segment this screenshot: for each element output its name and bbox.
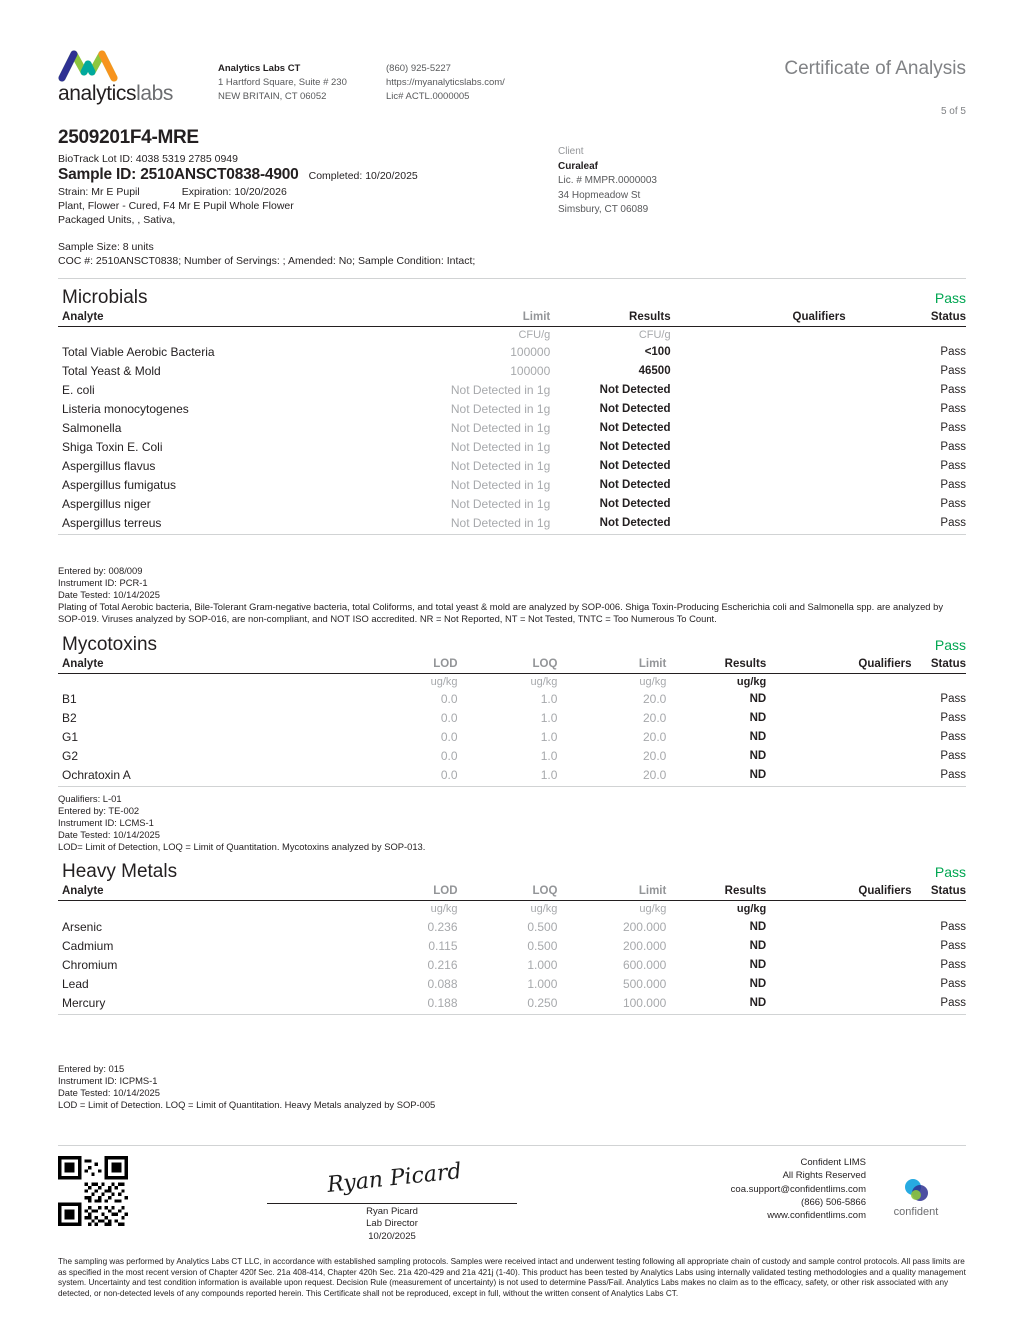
col-header-qualifiers: Qualifiers (766, 883, 911, 901)
instrument-id: Instrument ID: LCMS-1 (58, 817, 154, 829)
signature-block (128, 1156, 656, 1243)
unit-lod: ug/kg (430, 675, 458, 688)
qualifiers-note: Qualifiers: L-01 (58, 793, 122, 805)
lod-value: 0.0 (358, 766, 458, 787)
lod-value: 0.0 (440, 692, 458, 707)
signer-name: Ryan Picard (366, 1205, 418, 1217)
col-header-status: Status (911, 883, 966, 901)
col-header-analyte: Analyte (58, 883, 358, 901)
entered-by: Entered by: 015 (58, 1062, 125, 1074)
col-header-status: Status (911, 656, 966, 674)
table-row (58, 362, 966, 381)
mycotoxins-notes (58, 793, 966, 853)
limit-value: 100000 (510, 364, 551, 379)
microbials-notes (58, 565, 966, 625)
microbials-status-badge: Pass (934, 289, 966, 306)
coa-title-block (606, 48, 966, 117)
analyte-name: Shiga Toxin E. Coli (62, 440, 163, 455)
analyte-name: Mercury (58, 993, 358, 1014)
table-row (58, 955, 966, 974)
logo-word-analytics: analytics (58, 82, 137, 105)
lims-email[interactable]: coa.support@confidentlims.com (730, 1183, 866, 1195)
qualifier-value (671, 457, 846, 476)
qualifier-value (766, 993, 911, 1014)
qualifier-value (671, 362, 846, 381)
result-value: ND (666, 766, 766, 787)
status-value: Pass (940, 479, 966, 492)
analyte-name: G2 (62, 749, 79, 764)
lab-address-line1: 1 Hartford Square, Suite # 230 (218, 76, 347, 88)
coc-line: COC #: 2510ANSCT0838; Number of Servings: ; Amended: No; Sample Condition: Intact; (58, 254, 476, 267)
status-value: Pass (940, 731, 966, 744)
section-microbials (58, 287, 966, 626)
table-row (58, 728, 966, 747)
table-row (58, 709, 966, 728)
qualifier-value (766, 955, 911, 974)
client-address-line2: Simsbury, CT 06089 (558, 204, 649, 215)
limit-value: Not Detected in 1g (450, 497, 551, 512)
sample-size: Sample Size: 8 units (58, 240, 154, 253)
units-row (58, 901, 966, 918)
entered-by: Entered by: 008/009 (58, 565, 143, 577)
mycotoxins-status-badge: Pass (934, 636, 966, 653)
limit-value: 200.000 (622, 919, 667, 934)
status-value: Pass (940, 384, 966, 397)
section-mycotoxins (58, 634, 966, 854)
table-row (58, 993, 966, 1014)
loq-value: 1.0 (540, 692, 558, 707)
table-row (58, 419, 966, 438)
client-label: Client (558, 146, 584, 157)
signer-title: Lab Director (366, 1218, 418, 1230)
analyte-name: Chromium (62, 957, 118, 972)
table-row (58, 690, 966, 709)
analyte-name: B2 (62, 711, 77, 726)
table-row (58, 457, 966, 476)
limit-value: 600.000 (622, 957, 667, 972)
lims-name: Confident LIMS (800, 1156, 866, 1168)
result-value: <100 (644, 346, 671, 359)
client-license: Lic. # MMPR.0000003 (558, 175, 657, 186)
client-name: Curaleaf (558, 160, 599, 172)
col-header-results: Results (666, 883, 766, 901)
qualifier-value (766, 747, 911, 766)
qualifier-value (766, 766, 911, 787)
result-value: ND (749, 731, 767, 744)
microbials-title: Microbials (62, 286, 148, 308)
document-header (58, 0, 966, 117)
qualifier-value (766, 974, 911, 993)
analyte-name: Total Viable Aerobic Bacteria (62, 345, 215, 360)
limit-value: 20.0 (642, 730, 667, 745)
loq-value: 1.000 (527, 976, 558, 991)
analyte-name: Lead (62, 976, 89, 991)
qualifier-value (766, 917, 911, 936)
limit-value: 20.0 (642, 692, 667, 707)
col-header-lod: LOD (358, 656, 458, 674)
status-value: Pass (940, 403, 966, 416)
section-heavy-metals (58, 861, 966, 1111)
analytics-labs-logo-icon (58, 48, 218, 82)
lod-value: 0.115 (428, 938, 458, 953)
lims-website[interactable]: www.confidentlims.com (767, 1210, 866, 1222)
loq-value: 1.000 (527, 957, 558, 972)
lod-value: 0.188 (358, 993, 458, 1014)
sample-id: Sample ID: 2510ANSCT0838-4900 (58, 166, 299, 183)
loq-value: 1.0 (540, 749, 558, 764)
sample-title: 2509201F4-MRE (58, 127, 199, 148)
page-number: 5 of 5 (940, 106, 966, 117)
result-value: Not Detected (599, 479, 671, 492)
analyte-name: G1 (62, 730, 79, 745)
heavy-metals-status-badge: Pass (934, 864, 966, 881)
loq-value: 1.0 (540, 711, 558, 726)
qualifier-value (671, 381, 846, 400)
client-block (558, 145, 657, 218)
qualifier-value (671, 476, 846, 495)
col-header-limit: Limit (419, 309, 550, 327)
result-value: ND (749, 958, 767, 971)
sample-summary (58, 127, 966, 268)
qualifier-value (766, 709, 911, 728)
col-header-lod: LOD (358, 883, 458, 901)
method-note: LOD= Limit of Detection, LOQ = Limit of Quantitation. Mycotoxins analyzed by SOP-013. (58, 841, 426, 853)
table-row (58, 438, 966, 457)
status-value: Pass (846, 514, 966, 535)
limit-value: 20.0 (642, 749, 667, 764)
units-row (58, 326, 966, 343)
lod-value: 0.0 (440, 711, 458, 726)
qualifier-value (766, 690, 911, 709)
result-value: ND (749, 920, 767, 933)
status-value: Pass (940, 365, 966, 378)
qualifier-value (766, 936, 911, 955)
result-value: ND (749, 712, 767, 725)
legal-disclaimer: The sampling was performed by Analytics Labs CT LLC, in accordance with established sampling protocols. Samples were received intact and underwent testing following all appropriate chain of custody and sample control protocols. All pass limits are as specified in the most recent version of Chapter 420f Sec. 21a 408-414, Chapter 420h Sec. 21a 420-429 and 21a 421j (1-40). This product has been tested by Analytics Labs using internally validated testing methodologies and a quality management system. Uncertainty and test condition information is available upon request. Decision Rule (measurement of uncertainty) is not used to determine Pass/Fail. Analytics Labs makes no claim as to the efficacy, safety, or other risk associated with any detected, or non-detected levels of any compounds reported herein. This Certificate shall not be reproduced, except in full, without the written consent of Analytics Labs CT. (58, 1257, 966, 1298)
lims-rights: All Rights Reserved (782, 1170, 866, 1182)
status-value: Pass (911, 993, 966, 1014)
table-row (58, 514, 966, 535)
col-header-loq: LOQ (458, 656, 558, 674)
logo-word-labs: labs (136, 82, 174, 105)
status-value: Pass (940, 939, 966, 952)
confident-mark-icon (903, 1178, 929, 1204)
microbials-table (58, 309, 966, 536)
lod-value: 0.236 (427, 919, 458, 934)
limit-value: 100.000 (557, 993, 666, 1014)
unit-limit: CFU/g (518, 328, 551, 341)
unit-loq: ug/kg (530, 675, 558, 688)
lims-phone: (866) 506-5866 (801, 1196, 866, 1208)
logo-wordmark (58, 82, 218, 106)
confident-logo (866, 1156, 966, 1218)
entered-by: Entered by: TE-002 (58, 805, 140, 817)
status-value: Pass (940, 977, 966, 990)
page-title: Certificate of Analysis (784, 58, 966, 79)
completed-date: Completed: 10/20/2025 (308, 170, 418, 182)
limit-value: Not Detected in 1g (450, 478, 551, 493)
loq-value: 1.0 (540, 730, 558, 745)
lab-name: Analytics Labs CT (218, 63, 301, 74)
result-value: Not Detected (599, 384, 671, 397)
unit-lod: ug/kg (430, 903, 458, 916)
analyte-name: Aspergillus terreus (58, 514, 419, 535)
col-header-qualifiers: Qualifiers (671, 309, 846, 327)
status-value: Pass (940, 441, 966, 454)
date-tested: Date Tested: 10/14/2025 (58, 589, 160, 601)
unit-results: ug/kg (736, 903, 767, 916)
lab-info (218, 48, 386, 103)
document-footer (58, 1145, 966, 1299)
lod-value: 0.088 (427, 976, 458, 991)
col-header-limit: Limit (557, 656, 666, 674)
result-value: 46500 (638, 365, 671, 378)
divider (58, 278, 966, 279)
method-note: LOD = Limit of Detection. LOQ = Limit of Quantitation. Heavy Metals analyzed by SOP-005 (58, 1098, 436, 1110)
col-header-status: Status (846, 309, 966, 327)
unit-limit: ug/kg (639, 675, 667, 688)
analyte-name: Cadmium (62, 938, 114, 953)
result-value: ND (749, 977, 767, 990)
lab-license: Lic# ACTL.0000005 (386, 90, 470, 102)
limit-value: Not Detected in 1g (450, 402, 551, 417)
qualifier-value (671, 419, 846, 438)
heavy-metals-notes (58, 1063, 966, 1111)
result-value: Not Detected (599, 498, 671, 511)
table-row (58, 343, 966, 362)
result-value: Not Detected (599, 441, 671, 454)
lod-value: 0.0 (440, 730, 458, 745)
date-tested: Date Tested: 10/14/2025 (58, 1086, 160, 1098)
loq-value: 1.0 (458, 766, 558, 787)
analyte-name: B1 (62, 692, 77, 707)
result-value: ND (749, 750, 767, 763)
limit-value: 200.000 (622, 938, 667, 953)
mycotoxins-table (58, 656, 966, 788)
lab-website[interactable]: https://myanalyticslabs.com/ (386, 76, 505, 88)
qr-code[interactable] (58, 1156, 128, 1226)
status-value: Pass (940, 958, 966, 971)
result-value: Not Detected (599, 460, 671, 473)
result-value: Not Detected (550, 514, 670, 535)
lims-info (656, 1156, 866, 1222)
analyte-name: Aspergillus fumigatus (62, 478, 177, 493)
limit-value: Not Detected in 1g (450, 459, 551, 474)
signer-date: 10/20/2025 (368, 1230, 416, 1242)
status-value: Pass (940, 422, 966, 435)
status-value: Pass (940, 693, 966, 706)
table-row (58, 766, 966, 787)
packaged-units: Packaged Units, , Sativa, (58, 214, 176, 227)
status-value: Pass (911, 766, 966, 787)
status-value: Pass (940, 498, 966, 511)
status-value: Pass (940, 346, 966, 359)
analyte-name: E. coli (62, 383, 95, 398)
qualifier-value (766, 728, 911, 747)
table-row (58, 747, 966, 766)
result-value: ND (749, 693, 767, 706)
confident-label: confident (893, 1205, 939, 1218)
status-value: Pass (940, 712, 966, 725)
unit-loq: ug/kg (530, 903, 558, 916)
instrument-id: Instrument ID: ICPMS-1 (58, 1074, 158, 1086)
unit-limit: ug/kg (639, 903, 667, 916)
table-row (58, 381, 966, 400)
analyte-name: Salmonella (62, 421, 122, 436)
qualifier-value (671, 438, 846, 457)
col-header-analyte: Analyte (58, 309, 419, 327)
analyte-name: Total Yeast & Mold (62, 364, 161, 379)
lod-value: 0.216 (427, 957, 458, 972)
method-note: Plating of Total Aerobic bacteria, Bile-Tolerant Gram-negative bacteria, total Coliforms, and total yeast & mold are analyzed by SOP-006. Shiga Toxin-Producing Escherichia coli and Salmonella spp. are analyzed by SOP-019. Viruses analyzed by SOP-016, are non-compliant, and NOT ISO accredited. NR = Not Reported, NT = Not Tested, TNTC = Too Numerous To Count. (58, 601, 944, 625)
biotrack-lot-id: BioTrack Lot ID: 4038 5319 2785 0949 (58, 153, 238, 165)
result-value: ND (666, 993, 766, 1014)
signature-line (267, 1158, 517, 1204)
status-value: Pass (940, 920, 966, 933)
status-value: Pass (940, 750, 966, 763)
units-row (58, 673, 966, 690)
logo (58, 48, 218, 106)
expiration-date: Expiration: 10/20/2026 (181, 186, 287, 198)
status-value: Pass (940, 460, 966, 473)
analyte-name: Aspergillus niger (62, 497, 151, 512)
result-value: Not Detected (599, 422, 671, 435)
result-value: ND (749, 939, 767, 952)
qualifier-value (671, 495, 846, 514)
mycotoxins-title: Mycotoxins (62, 633, 158, 655)
signature-script: Ryan Picard (326, 1158, 463, 1198)
lab-phone: (860) 925-5227 (386, 63, 451, 74)
analyte-name: Arsenic (62, 919, 103, 934)
analyte-name: Ochratoxin A (58, 766, 358, 787)
col-header-results: Results (550, 309, 670, 327)
col-header-results: Results (666, 656, 766, 674)
client-address-line1: 34 Hopmeadow St (558, 189, 641, 201)
instrument-id: Instrument ID: PCR-1 (58, 577, 148, 589)
loq-value: 0.500 (527, 938, 558, 953)
analyte-name: Listeria monocytogenes (62, 402, 189, 417)
col-header-loq: LOQ (458, 883, 558, 901)
matrix: Plant, Flower - Cured, F4 Mr E Pupil Whole Flower (58, 200, 294, 213)
strain: Strain: Mr E Pupil (58, 186, 140, 198)
table-row (58, 974, 966, 993)
unit-results: ug/kg (736, 675, 767, 688)
table-row (58, 476, 966, 495)
loq-value: 0.500 (527, 919, 558, 934)
limit-value: 100000 (510, 345, 551, 360)
limit-value: 20.0 (642, 711, 667, 726)
col-header-analyte: Analyte (58, 656, 358, 674)
table-row (58, 495, 966, 514)
qualifier-value (671, 343, 846, 362)
limit-value: Not Detected in 1g (450, 421, 551, 436)
col-header-limit: Limit (557, 883, 666, 901)
date-tested: Date Tested: 10/14/2025 (58, 829, 160, 841)
col-header-qualifiers: Qualifiers (766, 656, 911, 674)
limit-value: Not Detected in 1g (419, 514, 550, 535)
unit-results: CFU/g (638, 328, 671, 341)
lod-value: 0.0 (440, 749, 458, 764)
heavy-metals-title: Heavy Metals (62, 861, 178, 883)
limit-value: Not Detected in 1g (450, 440, 551, 455)
analyte-name: Aspergillus flavus (62, 459, 156, 474)
qualifier-value (671, 400, 846, 419)
table-row (58, 936, 966, 955)
result-value: Not Detected (599, 403, 671, 416)
qualifier-value (671, 514, 846, 535)
lab-address-line2: NEW BRITAIN, CT 06052 (218, 90, 327, 102)
limit-value: 20.0 (557, 766, 666, 787)
limit-value: Not Detected in 1g (450, 383, 551, 398)
table-row (58, 400, 966, 419)
lab-contact (386, 48, 606, 103)
loq-value: 0.250 (458, 993, 558, 1014)
heavy-metals-table (58, 883, 966, 1015)
limit-value: 500.000 (622, 976, 667, 991)
table-row (58, 917, 966, 936)
